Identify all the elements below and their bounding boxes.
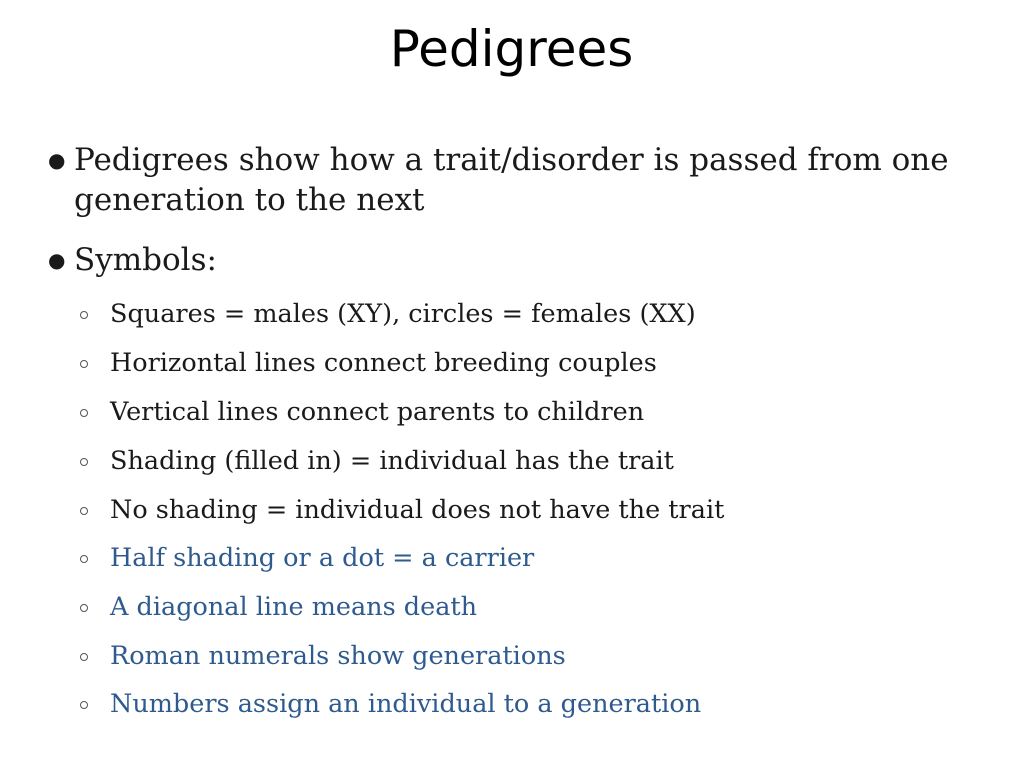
bullet-item [48,240,964,280]
slide-title: Pedigrees [389,20,634,78]
sub-bullet-text: Half shading or a dot = a carrier [110,543,535,573]
sub-bullet-text: Numbers assign an individual to a generation [110,689,702,719]
bullet-text: Symbols: [74,242,217,278]
sub-bullet-ring-icon [80,604,88,612]
sub-bullet-ring-icon [80,507,88,515]
sub-bullet-ring-icon [80,311,88,319]
bullet-dot-icon: ● [48,248,66,272]
sub-bullet-text: No shading = individual does not have the trait [110,495,725,525]
sub-bullet-item [80,590,477,624]
sub-bullet-item [80,493,724,527]
sub-bullet-item [80,346,657,380]
sub-bullet-ring-icon [80,555,88,563]
sub-bullet-item [80,395,644,429]
sub-bullet-ring-icon [80,458,88,466]
bullet-dot-icon: ● [48,148,66,172]
sub-bullet-ring-icon [80,409,88,417]
sub-bullet-item [80,444,674,478]
sub-bullet-text: Vertical lines connect parents to children [110,397,645,427]
sub-bullet-text: Roman numerals show generations [110,641,566,671]
sub-bullet-text: Horizontal lines connect breeding couples [110,348,657,378]
sub-bullet-ring-icon [80,701,88,709]
sub-bullet-item [80,541,534,575]
sub-bullet-item [80,639,566,673]
sub-bullet-text: Squares = males (XY), circles = females (XX) [110,299,696,329]
sub-bullet-text: A diagonal line means death [110,592,478,622]
bullet-item [48,140,964,220]
bullet-text: Pedigrees show how a trait/disorder is passed from one generation to the next [74,142,949,218]
sub-bullet-ring-icon [80,360,88,368]
sub-bullet-text: Shading (filled in) = individual has the trait [110,446,674,476]
sub-bullet-item [80,297,696,331]
sub-bullet-ring-icon [80,653,88,661]
sub-bullet-item [80,687,701,721]
